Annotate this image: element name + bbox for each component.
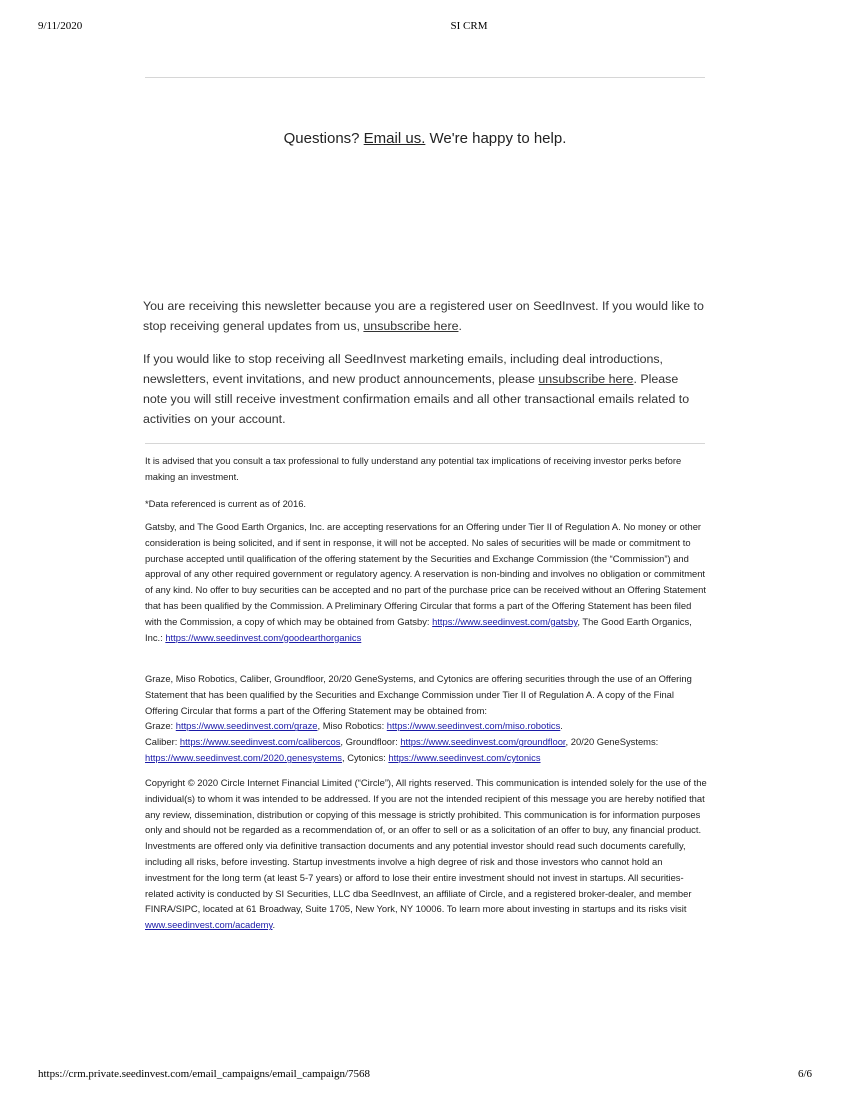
questions-line: [0, 130, 850, 147]
caliber-link[interactable]: https://www.seedinvest.com/calibercos: [179, 736, 341, 748]
qualified-offerings-disclaimer: [145, 671, 707, 766]
unsubscribe-newsletter-link[interactable]: unsubscribe here: [363, 319, 459, 333]
top-divider: [145, 77, 705, 78]
newsletter-notice: [143, 296, 705, 336]
gatsby-link[interactable]: https://www.seedinvest.com/gatsby: [432, 615, 578, 627]
groundfloor-label: , Groundfloor:: [340, 736, 401, 748]
caliber-label: Caliber:: [145, 736, 180, 748]
miso-label: , Miso Robotics:: [317, 720, 387, 732]
print-url: https://crm.private.seedinvest.com/email_campaigns/email_campaign/7568: [38, 1068, 371, 1080]
print-title: SI CRM: [450, 20, 488, 32]
copyright-disclaimer: [145, 775, 707, 933]
notice-text: You are receiving this newsletter because you are a registered user on SeedInvest. If you would like to stop receiving general updates from us,: [143, 299, 704, 333]
questions-text: Questions?: [283, 130, 364, 147]
cytonics-label: , Cytonics:: [341, 751, 389, 763]
miso-robotics-link[interactable]: https://www.seedinvest.com/miso.robotics: [386, 720, 561, 732]
email-us-link[interactable]: Email us.: [363, 130, 426, 147]
page-number: 6/6: [797, 1068, 812, 1080]
groundfloor-link[interactable]: https://www.seedinvest.com/groundfloor: [400, 736, 566, 748]
good-earth-label: , The Good Earth Organics, Inc.:: [145, 615, 692, 643]
tax-disclaimer: It is advised that you consult a tax professional to fully understand any potential tax implications of receiving investor perks before making an investment.: [145, 455, 682, 482]
questions-text-after: We're happy to help.: [425, 130, 567, 147]
print-date: 9/11/2020: [38, 20, 83, 32]
genesystems-link[interactable]: https://www.seedinvest.com/2020.genesystems: [145, 751, 342, 763]
reg-a-disclaimer: [145, 519, 707, 645]
graze-link[interactable]: https://www.seedinvest.com/graze: [175, 720, 318, 732]
unsubscribe-all-link[interactable]: unsubscribe here: [538, 372, 634, 386]
disclaimer-divider: [145, 443, 705, 444]
miso-end: .: [560, 720, 563, 732]
cytonics-link[interactable]: https://www.seedinvest.com/cytonics: [388, 751, 541, 763]
copyright-end: .: [272, 919, 276, 931]
notice-text: If you would like to stop receiving all SeedInvest marketing emails, including deal introductions, newsletters, event invitations, and new product announcements, please: [143, 352, 663, 386]
academy-link[interactable]: www.seedinvest.com/academy: [145, 919, 273, 931]
notice-text-end: .: [458, 319, 462, 333]
marketing-notice: [143, 349, 705, 429]
reg-a-text: Gatsby, and The Good Earth Organics, Inc. are accepting reservations for an Offering under Tier II of Regulation A. No money or other consideration is being solicited, and if sent in response, it will not be accepted. No sales of securities will be made or commitment to purchase accepted until qualification of the offering statement by the Securities and Exchange Commission (the “Commission”) and approval of any other required government or regulatory agency. A reservation is non-binding and involves no obligation or commitment of any kind. No offer to buy securities can be accepted and no part of the purchase price can be received without an Offering Statement that has been qualified by the Commission. A Preliminary Offering Circular that forms a part of the Offering Statement has been filed with the Commission, a copy of which may be obtained from Gatsby:: [145, 521, 706, 627]
qualified-text: Graze, Miso Robotics, Caliber, Groundfloor, 20/20 GeneSystems, and Cytonics are offering securities through the use of an Offering Statement that has been qualified by the Securities and Exchange Commission under Tier II of Regulation A. A copy of the Final Offering Circular that forms a part of the Offering Statement may be obtained from:: [145, 673, 692, 716]
notice-text-end: . Please note you will still receive investment confirmation emails and all other transactional emails related to activities on your account.: [143, 372, 690, 426]
good-earth-link[interactable]: https://www.seedinvest.com/goodearthorganics: [165, 631, 362, 643]
copyright-text: Copyright © 2020 Circle Internet Financial Limited (“Circle”), All rights reserved. This communication is intended solely for the use of the individual(s) to whom it was intended to be addressed. If you are not the intended recipient of this message you are hereby notified that any review, dissemination, distribution or copying of this message is strictly prohibited. This communication is for information purposes only and should not be regarded as a recommendation of, or an offer to sell or as a solicitation of an offer to buy, any financial product. Investments are offered only via definitive transaction documents and any potential investor should read such documents carefully, including all risks, before investing. Startup investments involve a high degree of risk and those investors who cannot hold an investment for the long term (at least 5-7 years) or afford to lose their entire investment should not invest in startups. All securities-related activity is conducted by SI Securities, LLC dba SeedInvest, an affiliate of Circle, and a registered broker-dealer, and member FINRA/SIPC, located at 61 Broadway, Suite 1705, New York, NY 10006. To learn more about investing in startups and its risks visit: [145, 777, 707, 915]
data-note: *Data referenced is current as of 2016.: [145, 498, 307, 509]
graze-label: Graze:: [145, 720, 176, 732]
genesystems-label: , 20/20 GeneSystems:: [565, 736, 659, 748]
